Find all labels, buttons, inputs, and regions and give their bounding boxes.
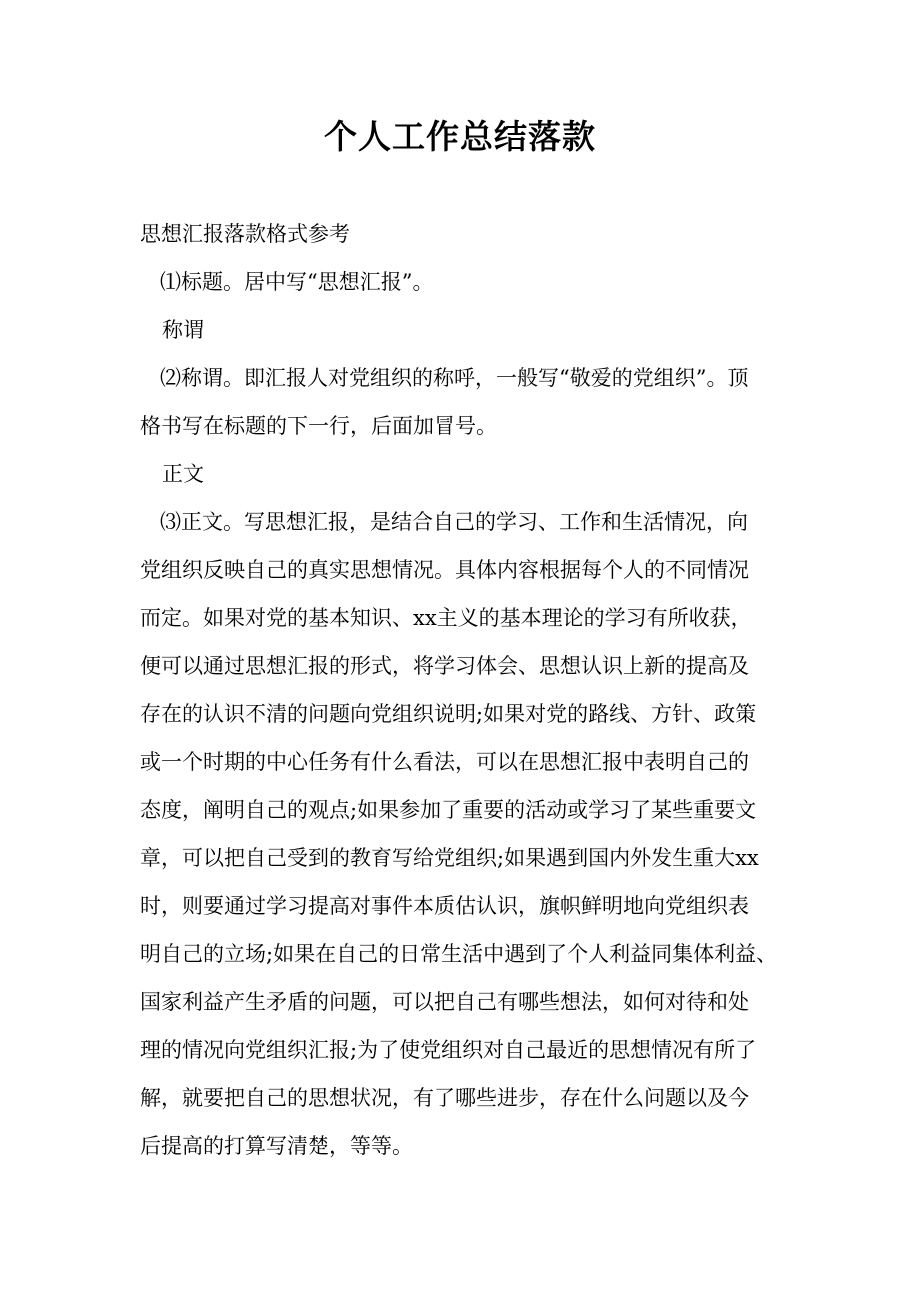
paragraph-line: 国家利益产生矛盾的问题，可以把自己有哪些想法，如何对待和处 (140, 990, 749, 1014)
document-title: 个人工作总结落款 (324, 117, 596, 156)
section-heading: 正文 (162, 462, 204, 486)
paragraph-line: 便可以通过思想汇报的形式，将学习体会、思想认识上新的提高及 (140, 654, 749, 678)
paragraph-line: 而定。如果对党的基本知识、xx主义的基本理论的学习有所收获， (140, 606, 752, 630)
paragraph-line: 章，可以把自己受到的教育写给党组织;如果遇到国内外发生重大xx (140, 846, 759, 870)
paragraph-line: 时，则要通过学习提高对事件本质估认识，旗帜鲜明地向党组织表 (140, 894, 749, 918)
paragraph-line: 格书写在标题的下一行，后面加冒号。 (140, 414, 497, 438)
paragraph-line: ⑵称谓。即汇报人对党组织的称呼，一般写“敬爱的党组织”。顶 (160, 366, 749, 390)
section-heading: 称谓 (162, 318, 204, 342)
paragraph-line: 或一个时期的中心任务有什么看法，可以在思想汇报中表明自己的 (140, 750, 749, 774)
paragraph-line: ⑶正文。写思想汇报，是结合自己的学习、工作和生活情况，向 (160, 510, 748, 534)
paragraph-line: 解，就要把自己的思想状况，有了哪些进步，存在什么问题以及今 (140, 1086, 749, 1110)
paragraph-line: 存在的认识不清的问题向党组织说明;如果对党的路线、方针、政策 (140, 702, 757, 726)
paragraph-line: 明自己的立场;如果在自己的日常生活中遇到了个人利益同集体利益、 (140, 942, 778, 966)
paragraph-line: 后提高的打算写清楚，等等。 (140, 1134, 413, 1158)
paragraph-line: ⑴标题。居中写“思想汇报”。 (160, 270, 434, 294)
paragraph-line: 态度，阐明自己的观点;如果参加了重要的活动或学习了某些重要文 (140, 798, 757, 822)
paragraph-line: 党组织反映自己的真实思想情况。具体内容根据每个人的不同情况 (140, 558, 749, 582)
paragraph-line: 理的情况向党组织汇报;为了使党组织对自己最近的思想情况有所了 (140, 1038, 757, 1062)
paragraph-line: 思想汇报落款格式参考 (140, 222, 350, 246)
